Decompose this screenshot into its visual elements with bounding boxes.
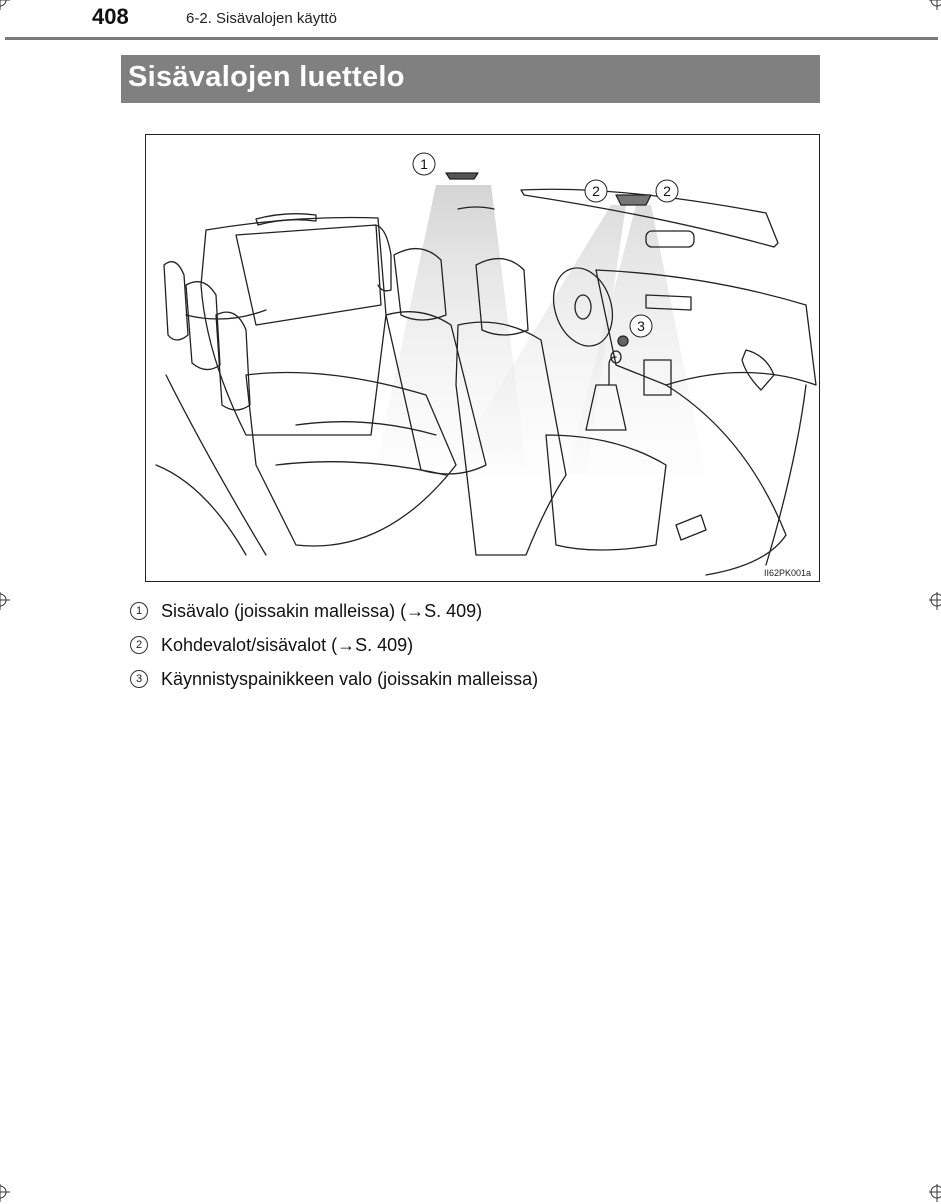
page-header <box>0 0 941 42</box>
callout-1-label: 1 <box>420 156 428 172</box>
page-title: Sisävalojen luettelo <box>128 61 405 93</box>
callout-3-label: 3 <box>637 318 645 334</box>
crop-mark-mid-left <box>0 592 12 612</box>
item-number-2: 2 <box>130 636 148 654</box>
section-title: 6-2. Sisävalojen käyttö <box>186 10 337 27</box>
title-bar <box>121 55 820 103</box>
callout-legend <box>130 594 830 696</box>
callout-2-left <box>585 180 607 202</box>
crop-mark-mid-right <box>929 592 941 612</box>
crop-mark-bottom-right <box>929 1184 941 1204</box>
item-text-3: Käynnistyspainikkeen valo (joissakin malleissa) <box>161 668 539 689</box>
crop-mark-bottom-left <box>0 1184 12 1204</box>
car-interior-drawing <box>146 135 820 582</box>
item-number-1: 1 <box>130 602 148 620</box>
interior-lights-illustration <box>145 134 820 582</box>
page-number: 408 <box>92 4 129 29</box>
list-item <box>130 594 830 628</box>
callout-1 <box>413 153 435 175</box>
callout-2b-label: 2 <box>663 183 671 199</box>
item-text-2: Kohdevalot/sisävalot (→S. 409) <box>161 634 414 655</box>
item-number-3: 3 <box>130 670 148 688</box>
list-item <box>130 628 830 662</box>
list-item <box>130 662 830 696</box>
item-text-1: Sisävalo (joissakin malleissa) (→S. 409) <box>161 600 483 621</box>
callout-2a-label: 2 <box>592 183 600 199</box>
header-divider <box>5 37 938 40</box>
figure-id: II62PK001a <box>763 568 811 578</box>
callout-3 <box>630 315 652 337</box>
callout-2-right <box>656 180 678 202</box>
